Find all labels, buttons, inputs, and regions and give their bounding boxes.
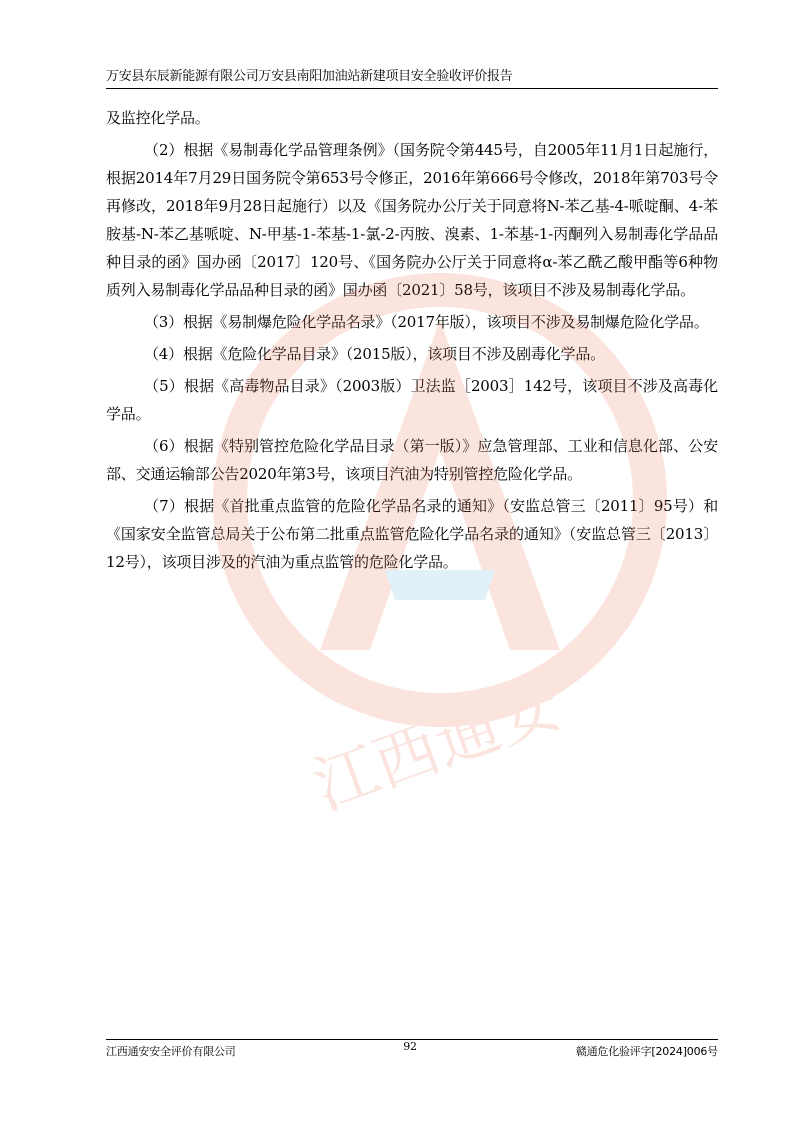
header-title: 万安县东辰新能源有限公司万安县南阳加油站新建项目安全验收评价报告 — [106, 69, 513, 84]
svg-text:江西通安: 江西通安 — [304, 667, 571, 825]
page-number: 92 — [403, 1040, 417, 1053]
paragraph-5: （5）根据《高毒物品目录》（2003版）卫法监［2003］142号，该项目不涉及高毒化学品。 — [106, 377, 718, 423]
page-header — [106, 68, 718, 89]
paragraph-2: （2）根据《易制毒化学品管理条例》（国务院令第445号，自2005年11月1日起施行，根据2014年7月29日国务院令第653号令修正，2016年第666号令修改，2018年第703号令再修改，2018年9月28日起施行）以及《国务院办公厅关于同意将N-苯乙基-4-哌啶酮、4-苯胺基-N-苯乙基哌啶、N-甲基-1-苯基-1-氯-2-丙胺、溴素、1-苯基-1-丙酮列入易制毒化学品品种目录的函》国办函〔2017〕120号、《国务院办公厅关于同意将α-苯乙酰乙酸甲酯等6种物质列入易制毒化学品品种目录的函》国办函〔2021〕58号，该项目不涉及易制毒化学品。 — [106, 141, 718, 299]
footer-report-no: 赣通危化验评字[2024]006号 — [575, 1045, 718, 1058]
paragraph-continuation: 及监控化学品。 — [106, 109, 210, 127]
paragraph-3: （3）根据《易制爆危险化学品名录》（2017年版），该项目不涉及易制爆危险化学品。 — [144, 313, 709, 331]
footer-company: 江西通安安全评价有限公司 — [106, 1045, 236, 1058]
paragraph-4: （4）根据《危险化学品目录》（2015版），该项目不涉及剧毒化学品。 — [144, 345, 605, 363]
document-body — [106, 104, 718, 576]
paragraph-6: （6）根据《特别管控危险化学品目录（第一版）》应急管理部、工业和信息化部、公安部、交通运输部公告2020年第3号，该项目汽油为特别管控危险化学品。 — [106, 437, 718, 483]
paragraph-7: （7）根据《首批重点监管的危险化学品名录的通知》（安监总管三〔2011〕95号）和《国家安全监管总局关于公布第二批重点监管危险化学品名录的通知》（安监总管三〔2013〕12号），该项目涉及的汽油为重点监管的危险化学品。 — [106, 497, 718, 571]
